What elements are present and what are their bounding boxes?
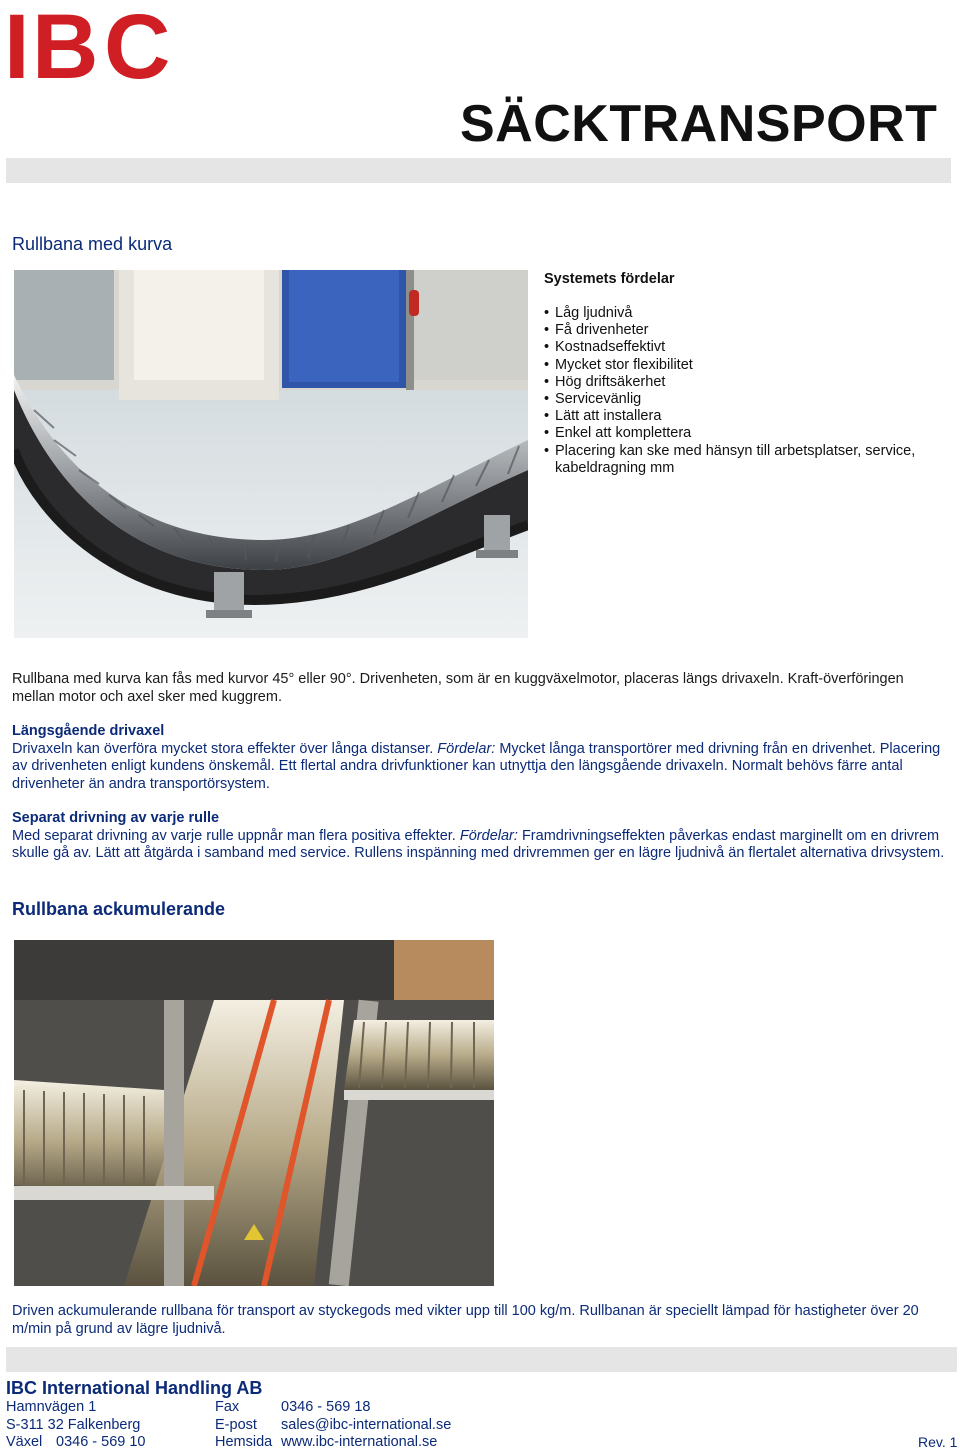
accumulating-description: Driven ackumulerande rullbana för transport av styckegods med vikter upp till 100 kg/m. Rullbanan är speciellt lämpad för hastigheter över 20 m/min på grund av lägre ljudnivå. [12, 1303, 919, 1337]
advantage-item: • Enkel att komplettera [544, 425, 949, 442]
fax-label: Fax [215, 1399, 240, 1415]
email-link[interactable]: sales@ibc-international.se [281, 1417, 452, 1433]
header-divider-bar [6, 158, 951, 183]
advantages-title: Systemets fördelar [544, 271, 675, 287]
email-label: E-post [215, 1417, 257, 1433]
advantage-item: • Låg ljudnivå [544, 305, 949, 322]
company-logo [4, 0, 194, 144]
address-city: S-311 32 Falkenberg [6, 1417, 141, 1433]
company-name: IBC International Handling AB [6, 1378, 263, 1398]
phone-number: 0346 - 569 10 [56, 1434, 146, 1450]
fax-number: 0346 - 569 18 [281, 1399, 371, 1415]
advantage-item: • Få drivenheter [544, 322, 949, 339]
subheading-separate-drive: Separat drivning av varje rulle [12, 810, 220, 826]
advantage-item: • Lätt att installera [544, 408, 949, 425]
logo-mark: I B C [4, 0, 165, 98]
longitudinal-drive-text: Drivaxeln kan överföra mycket stora effekter över långa distanser. Fördelar: Mycket långa transportörer med drivning från en drivenhet. Placering av drivenheten enligt kundens önskemål. Ett flertal andra drivfunktioner kan utnyttja den längsgående drivaxeln. Normalt behövs färre antal drivenheter än andra transportörsystem. [12, 740, 941, 792]
advantage-item: • Servicevänlig [544, 391, 949, 408]
footer-divider-bar [6, 1347, 957, 1372]
accumulating-conveyor-photo [14, 940, 494, 1286]
revision-label: Rev. 1 [918, 1434, 958, 1450]
longitudinal-drive-section [12, 723, 947, 793]
advantages-label: Fördelar: [437, 740, 496, 757]
advantage-item: • Kostnadseffektivt [544, 339, 949, 356]
advantages-label: Fördelar: [459, 827, 518, 844]
website-label: Hemsida [215, 1434, 273, 1450]
subheading-longitudinal-drive: Längsgående drivaxel [12, 723, 165, 739]
curve-description: Rullbana med kurva kan fås med kurvor 45° eller 90°. Drivenheten, som är en kuggväxelmotor, placeras längs drivaxeln. Kraft-överföringen mellan motor och axel sker med kuggrem. [12, 671, 904, 705]
section-heading-accumulating: Rullbana ackumulerande [12, 899, 226, 919]
separate-drive-section [12, 810, 947, 863]
phone-label: Växel [6, 1434, 43, 1450]
advantage-item: • Hög driftsäkerhet [544, 374, 949, 391]
curved-conveyor-photo [14, 270, 528, 638]
advantage-item: • Placering kan ske med hänsyn till arbetsplatser, service, kabeldragning mm [544, 443, 949, 477]
advantage-item: • Mycket stor flexibilitet [544, 357, 949, 374]
page-title: SÄCKTRANSPORT [460, 95, 938, 153]
address-street: Hamnvägen 1 [6, 1399, 97, 1415]
advantages-list [544, 305, 949, 477]
website-link[interactable]: www.ibc-international.se [281, 1434, 438, 1450]
separate-drive-text: Med separat drivning av varje rulle uppnår man flera positiva effekter. Fördelar: Framdrivningseffekten påverkas endast marginellt om en drivrem skulle gå av. Lätt att åtgärda i samband med service. Rullens inspänning med drivremmen ger en lägre ljudnivå än flertalet alternativa drivsystem. [12, 827, 945, 862]
section-heading-curve: Rullbana med kurva [12, 234, 173, 254]
